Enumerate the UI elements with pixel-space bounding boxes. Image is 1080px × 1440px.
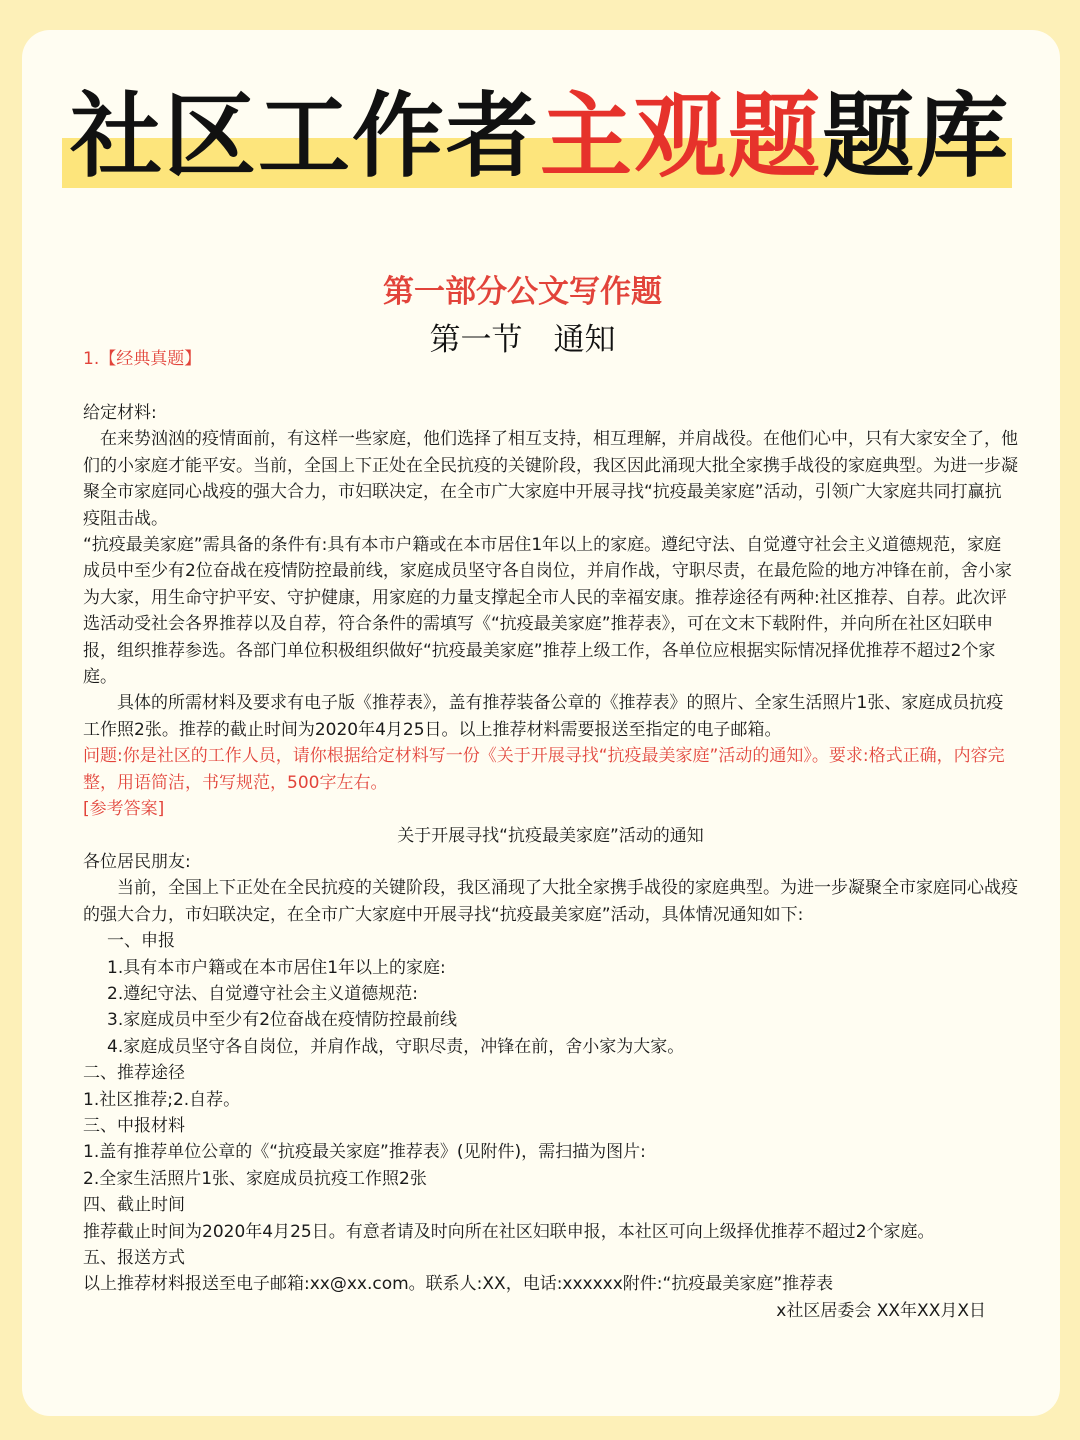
answer-intro: 当前，全国上下正处在全民抗疫的关键阶段，我区涌现了大批全家携手战役的家庭典型。为进一步凝聚全市家庭同心战疫的强大合力，市妇联决定，在全市广大家庭中开展寻找“抗疫最美家庭”活动，具体情况通知如下: <box>83 878 1018 925</box>
section-1-title: 一、申报 <box>107 931 175 952</box>
section-2-text: 1.社区推荐;2.自荐。 <box>83 1089 241 1110</box>
section-3-title: 三、中报材料 <box>83 1115 185 1136</box>
material-paragraph-1: 在来势汹汹的疫情面前，有这样一些家庭，他们选择了相互支持，相互理解，并肩战役。在他们心中，只有大家安全了，他们的小家庭才能平安。当前，全国上下正处在全民抗疫的关键阶段，我区因此涌现大批全家携手战役的家庭典型。为进一步凝聚全市家庭同心战疫的强大合力，市妇联决定，在全市广大家庭中开展寻找“抗疫最美家庭”活动，引领广大家庭共同打赢抗疫阻击战。 <box>83 429 1018 529</box>
page-title <box>0 82 1080 192</box>
list-item: 4.家庭成员坚守各自岗位，并肩作战，守职尽责，冲锋在前，舍小家为大家。 <box>107 1036 685 1057</box>
list-item: 2.遵纪守法、自觉遵守社会主义道德规范: <box>107 983 418 1004</box>
question-text: 问题:你是社区的工作人员，请你根据给定材料写一份《关于开展寻找“抗疫最美家庭”活动的通知》。要求:格式正确，内容完整，用语简洁，书写规范，500字左右。 <box>83 746 1005 793</box>
list-item: 2.全家生活照片1张、家庭成员抗疫工作照2张 <box>83 1168 427 1189</box>
section-4-title: 四、截止时间 <box>83 1195 185 1216</box>
list-item: 1.具有本市户籍或在本市居住1年以上的家庭: <box>107 957 446 978</box>
document-body <box>83 400 1018 1324</box>
section-5-text: 以上推荐材料报送至电子邮箱:xx@xx.com。联系人:XX，电话:xxxxxx附件:“抗疫最美家庭”推荐表 <box>83 1274 834 1295</box>
title-highlight: 主观题 <box>539 83 822 190</box>
list-item: 3.家庭成员中至少有2位奋战在疫情防控最前线 <box>107 1010 458 1031</box>
section-2-title: 二、推荐途径 <box>83 1063 185 1084</box>
question-label: 1.【经典真题】 <box>83 349 202 369</box>
part-title: 第一部分公文写作题 <box>383 274 662 310</box>
answer-salutation: 各位居民朋友: <box>83 851 191 872</box>
title-part-1: 社区工作者 <box>69 83 540 190</box>
answer-label: [参考答案] <box>83 799 165 820</box>
section-5-title: 五、报送方式 <box>83 1248 185 1268</box>
answer-title: 关于开展寻找“抗疫最美家庭”活动的通知 <box>397 825 704 846</box>
signature: x社区居委会 XX年XX月X日 <box>776 1300 986 1321</box>
material-label: 给定材料: <box>83 403 157 423</box>
material-paragraph-3: 具体的所需材料及要求有电子版《推荐表》，盖有推荐装备公章的《推荐表》的照片、全家生活照片1张、家庭成员抗疫工作照2张。推荐的截止时间为2020年4月25日。以上推荐材料需要报送至指定的电子邮箱。 <box>83 693 1004 740</box>
section-4-text: 推荐截止时间为2020年4月25日。有意者请及时向所在社区妇联申报，本社区可向上级择优推荐不超过2个家庭。 <box>83 1221 935 1242</box>
title-part-2: 题库 <box>822 83 1011 190</box>
section-title: 第一节 通知 <box>429 322 616 358</box>
material-paragraph-2: “抗疫最美家庭”需具备的条件有:具有本市户籍或在本市居住1年以上的家庭。遵纪守法、自觉遵守社会主义道德规范，家庭成员中至少有2位奋战在疫情防控最前线，家庭成员坚守各自岗位，并肩作战，守职尽责，在最危险的地方冲锋在前，舍小家为大家，用生命守护平安、守护健康，用家庭的力量支撑起全市人民的幸福安康。推荐途径有两种:社区推荐、自荐。此次评选活动受社会各界推荐以及自荐，符合条件的需填写《“抗疫最美家庭”推荐表》，可在文末下载附件，并向所在社区妇联申报，组织推荐参选。各部门单位积极组织做好“抗疫最美家庭”推荐上级工作，各单位应根据实际情况择优推荐不超过2个家庭。 <box>83 535 1012 688</box>
list-item: 1.盖有推荐单位公章的《“抗疫最关家庭”推荐表》(见附件)，需扫描为图片: <box>83 1142 646 1163</box>
